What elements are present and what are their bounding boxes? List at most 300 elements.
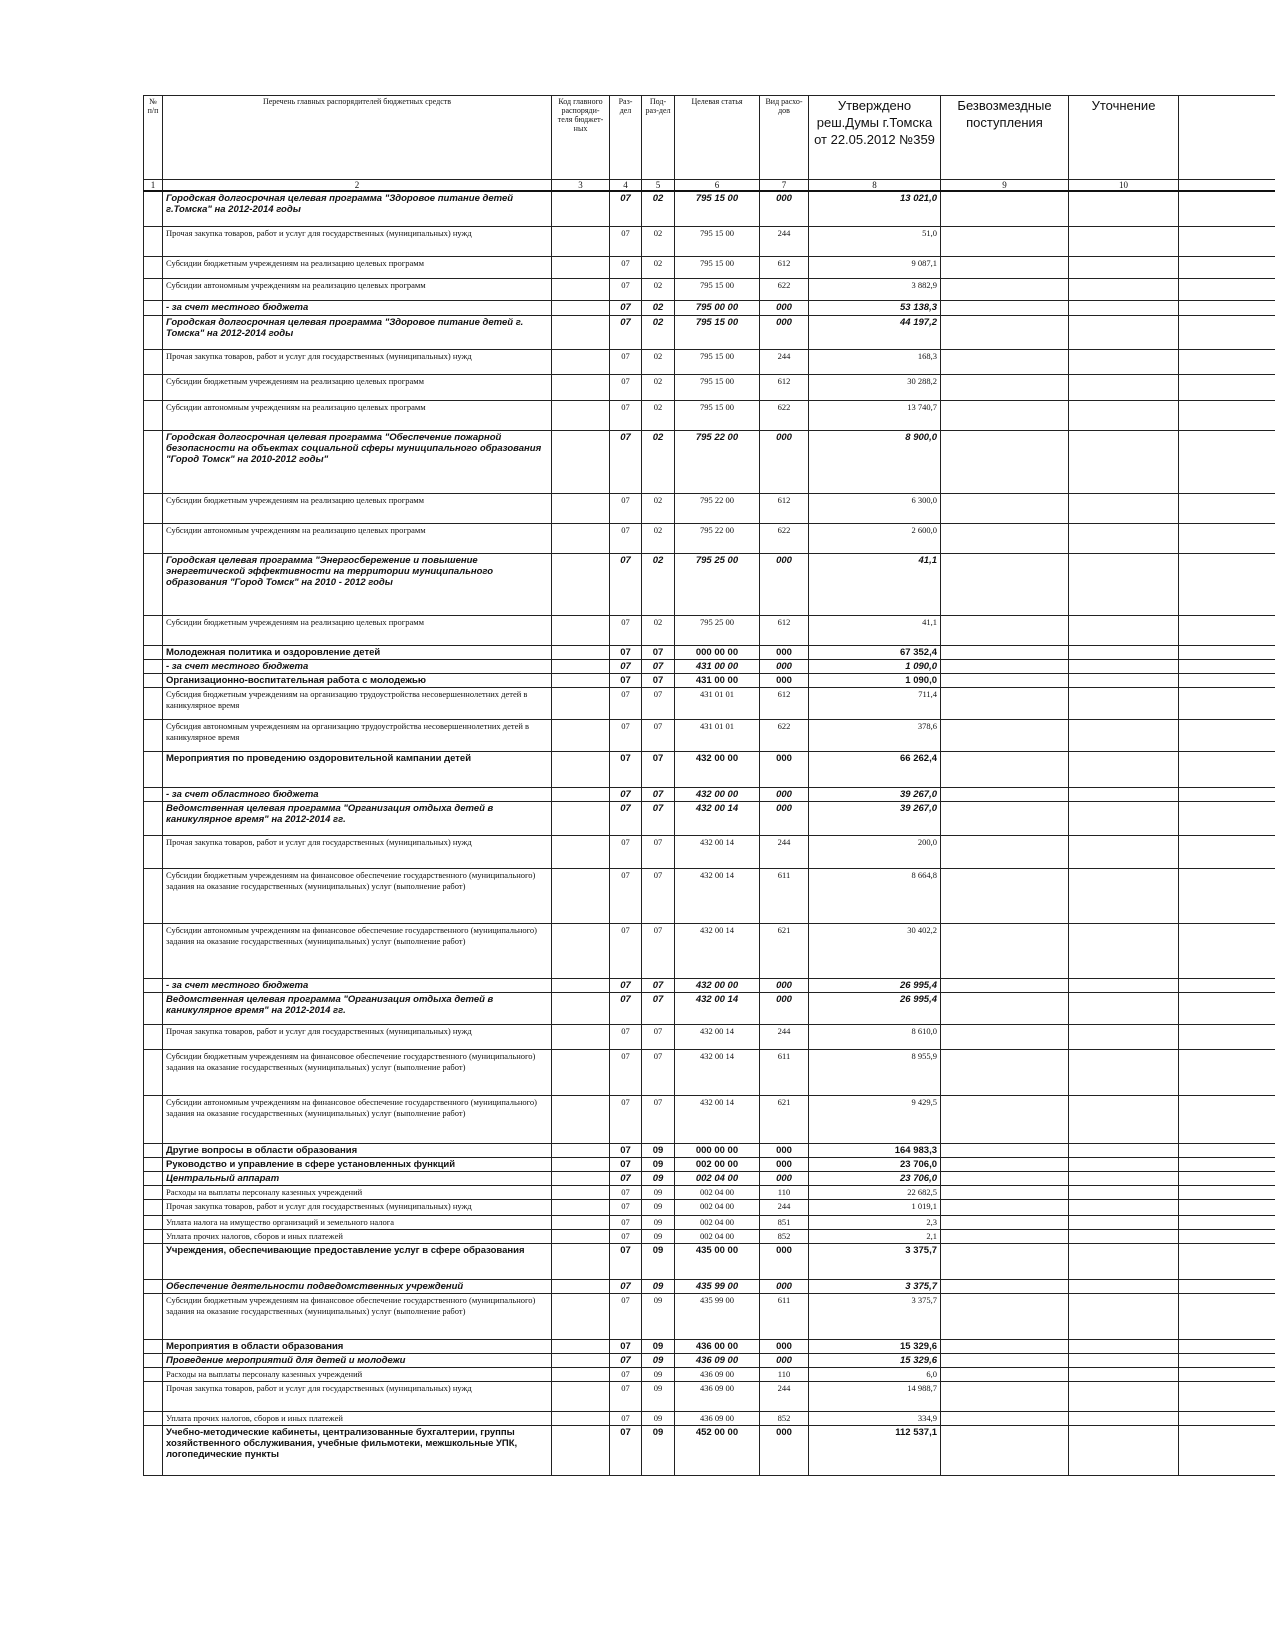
row-name: Мероприятия по проведению оздоровительной кампании детей: [163, 751, 552, 787]
row-podrazdel: 07: [642, 992, 675, 1024]
row-free-receipts: [941, 992, 1069, 1024]
row-extra: [1179, 226, 1275, 256]
row-extra: [1179, 1339, 1275, 1353]
row-name: Субсидии бюджетным учреждениям на финансовое обеспечение государственного (муниципального) задания на оказание государственных (муниципальных) услуг (выполнение работ): [163, 868, 552, 923]
row-num-cell: [144, 1095, 163, 1143]
row-num-cell: [144, 787, 163, 801]
row-podrazdel: 07: [642, 923, 675, 978]
table-row: [144, 923, 1275, 978]
row-free-receipts: [941, 751, 1069, 787]
row-podrazdel: 09: [642, 1381, 675, 1411]
row-approved-value: 30 402,2: [809, 923, 941, 978]
row-approved-value: 8 900,0: [809, 430, 941, 493]
row-num-cell: [144, 278, 163, 300]
row-clarification: [1069, 1049, 1179, 1095]
header-podrazdel: Под-раз-дел: [642, 96, 675, 180]
row-free-receipts: [941, 673, 1069, 687]
row-num-cell: [144, 1143, 163, 1157]
row-extra: [1179, 1143, 1275, 1157]
row-expense-type: 000: [760, 1339, 809, 1353]
table-row: [144, 1381, 1275, 1411]
row-razdel: 07: [610, 1229, 642, 1243]
row-num-cell: [144, 374, 163, 400]
row-code-cell: [552, 1229, 610, 1243]
row-num-cell: [144, 801, 163, 835]
row-free-receipts: [941, 978, 1069, 992]
row-razdel: 07: [610, 1024, 642, 1049]
row-name: - за счет местного бюджета: [163, 978, 552, 992]
row-free-receipts: [941, 400, 1069, 430]
row-expense-type: 244: [760, 349, 809, 374]
table-row: [144, 523, 1275, 553]
row-clarification: [1069, 400, 1179, 430]
row-free-receipts: [941, 687, 1069, 719]
row-approved-value: 41,1: [809, 615, 941, 645]
row-name: Субсидии бюджетным учреждениям на реализацию целевых программ: [163, 615, 552, 645]
row-code-cell: [552, 256, 610, 278]
row-approved-value: 9 087,1: [809, 256, 941, 278]
row-free-receipts: [941, 1199, 1069, 1215]
table-row: [144, 751, 1275, 787]
row-razdel: 07: [610, 374, 642, 400]
row-clarification: [1069, 673, 1179, 687]
row-name: Прочая закупка товаров, работ и услуг для государственных (муниципальных) нужд: [163, 349, 552, 374]
row-expense-type: 611: [760, 868, 809, 923]
row-razdel: 07: [610, 659, 642, 673]
row-approved-value: 6,0: [809, 1367, 941, 1381]
row-target-item: 436 09 00: [675, 1367, 760, 1381]
row-num-cell: [144, 1367, 163, 1381]
row-free-receipts: [941, 315, 1069, 349]
row-extra: [1179, 1171, 1275, 1185]
row-expense-type: 244: [760, 226, 809, 256]
row-name: Прочая закупка товаров, работ и услуг для государственных (муниципальных) нужд: [163, 1199, 552, 1215]
row-clarification: [1069, 1199, 1179, 1215]
row-free-receipts: [941, 300, 1069, 315]
row-free-receipts: [941, 1425, 1069, 1475]
row-num-cell: [144, 1215, 163, 1229]
header-approved: Утверждено реш.Думы г.Томска от 22.05.2012 №359: [809, 96, 941, 180]
row-clarification: [1069, 751, 1179, 787]
row-razdel: 07: [610, 349, 642, 374]
row-num-cell: [144, 1425, 163, 1475]
row-podrazdel: 07: [642, 659, 675, 673]
row-name: Центральный аппарат: [163, 1171, 552, 1185]
table-row: [144, 1157, 1275, 1171]
table-row: [144, 430, 1275, 493]
row-free-receipts: [941, 374, 1069, 400]
row-target-item: 435 00 00: [675, 1243, 760, 1279]
table-row: [144, 1279, 1275, 1293]
row-razdel: 07: [610, 1049, 642, 1095]
row-approved-value: 8 610,0: [809, 1024, 941, 1049]
row-clarification: [1069, 226, 1179, 256]
row-extra: [1179, 493, 1275, 523]
row-code-cell: [552, 787, 610, 801]
row-clarification: [1069, 315, 1179, 349]
row-podrazdel: 09: [642, 1157, 675, 1171]
row-expense-type: 000: [760, 1279, 809, 1293]
row-podrazdel: 09: [642, 1279, 675, 1293]
row-clarification: [1069, 1293, 1179, 1339]
row-name: Субсидии автономным учреждениям на реализацию целевых программ: [163, 400, 552, 430]
row-podrazdel: 02: [642, 374, 675, 400]
row-extra: [1179, 1243, 1275, 1279]
row-podrazdel: 02: [642, 256, 675, 278]
row-target-item: 435 99 00: [675, 1293, 760, 1339]
row-free-receipts: [941, 349, 1069, 374]
row-clarification: [1069, 659, 1179, 673]
row-target-item: 435 99 00: [675, 1279, 760, 1293]
table-row: [144, 1215, 1275, 1229]
row-target-item: 432 00 00: [675, 751, 760, 787]
row-clarification: [1069, 1215, 1179, 1229]
row-free-receipts: [941, 256, 1069, 278]
row-free-receipts: [941, 1143, 1069, 1157]
row-podrazdel: 02: [642, 523, 675, 553]
row-code-cell: [552, 1157, 610, 1171]
row-expense-type: 612: [760, 615, 809, 645]
row-expense-type: 000: [760, 1143, 809, 1157]
table-row: [144, 1185, 1275, 1199]
table-row: [144, 835, 1275, 868]
row-razdel: 07: [610, 1215, 642, 1229]
row-approved-value: 14 988,7: [809, 1381, 941, 1411]
row-razdel: 07: [610, 300, 642, 315]
row-clarification: [1069, 256, 1179, 278]
row-expense-type: 612: [760, 374, 809, 400]
row-target-item: 795 15 00: [675, 400, 760, 430]
row-clarification: [1069, 1185, 1179, 1199]
row-clarification: [1069, 978, 1179, 992]
colnum: 3: [552, 180, 610, 192]
row-razdel: 07: [610, 553, 642, 615]
row-name: Субсидии бюджетным учреждениям на реализацию целевых программ: [163, 374, 552, 400]
row-target-item: 002 00 00: [675, 1157, 760, 1171]
table-row: [144, 1339, 1275, 1353]
row-code-cell: [552, 1143, 610, 1157]
row-target-item: 795 15 00: [675, 278, 760, 300]
row-extra: [1179, 374, 1275, 400]
row-free-receipts: [941, 1293, 1069, 1339]
row-podrazdel: 07: [642, 1095, 675, 1143]
row-name: Уплата налога на имущество организаций и земельного налога: [163, 1215, 552, 1229]
row-target-item: 795 15 00: [675, 256, 760, 278]
row-expense-type: 611: [760, 1049, 809, 1095]
row-target-item: 436 09 00: [675, 1381, 760, 1411]
row-extra: [1179, 1279, 1275, 1293]
row-extra: [1179, 1229, 1275, 1243]
row-name: Обеспечение деятельности подведомственных учреждений: [163, 1279, 552, 1293]
header-name: Перечень главных распорядителей бюджетных средств: [163, 96, 552, 180]
row-name: Другие вопросы в области образования: [163, 1143, 552, 1157]
table-row: [144, 1243, 1275, 1279]
row-expense-type: 110: [760, 1185, 809, 1199]
row-approved-value: 168,3: [809, 349, 941, 374]
row-code-cell: [552, 1024, 610, 1049]
table-row: [144, 645, 1275, 659]
row-free-receipts: [941, 553, 1069, 615]
row-extra: [1179, 1185, 1275, 1199]
row-expense-type: 000: [760, 1425, 809, 1475]
row-num-cell: [144, 1024, 163, 1049]
table-row: [144, 226, 1275, 256]
row-name: Городская долгосрочная целевая программа "Обеспечение пожарной безопасности на объектах социальной сферы муниципального образования "Город Томск" на 2010-2012 годы": [163, 430, 552, 493]
row-target-item: 432 00 00: [675, 787, 760, 801]
table-row: [144, 1293, 1275, 1339]
row-num-cell: [144, 1185, 163, 1199]
header-num: № п/п: [144, 96, 163, 180]
row-target-item: 795 25 00: [675, 553, 760, 615]
row-extra: [1179, 1095, 1275, 1143]
row-free-receipts: [941, 1411, 1069, 1425]
row-clarification: [1069, 1143, 1179, 1157]
row-podrazdel: 07: [642, 978, 675, 992]
row-free-receipts: [941, 278, 1069, 300]
row-extra: [1179, 1024, 1275, 1049]
row-extra: [1179, 1157, 1275, 1171]
row-approved-value: 378,6: [809, 719, 941, 751]
row-razdel: 07: [610, 523, 642, 553]
row-extra: [1179, 278, 1275, 300]
row-code-cell: [552, 719, 610, 751]
table-row: [144, 615, 1275, 645]
row-target-item: 795 22 00: [675, 430, 760, 493]
row-code-cell: [552, 1199, 610, 1215]
row-razdel: 07: [610, 278, 642, 300]
row-name: Субсидия бюджетным учреждениям на организацию трудоустройства несовершеннолетних детей в каникулярное время: [163, 687, 552, 719]
colnum: 7: [760, 180, 809, 192]
row-podrazdel: 07: [642, 835, 675, 868]
row-free-receipts: [941, 801, 1069, 835]
row-approved-value: 39 267,0: [809, 801, 941, 835]
row-podrazdel: 07: [642, 868, 675, 923]
row-expense-type: 244: [760, 1024, 809, 1049]
row-target-item: 432 00 00: [675, 978, 760, 992]
row-expense-type: 000: [760, 1157, 809, 1171]
row-free-receipts: [941, 191, 1069, 226]
row-podrazdel: 07: [642, 1024, 675, 1049]
row-expense-type: 000: [760, 992, 809, 1024]
row-target-item: 002 04 00: [675, 1171, 760, 1185]
row-approved-value: 15 329,6: [809, 1339, 941, 1353]
row-razdel: 07: [610, 978, 642, 992]
table-row: [144, 493, 1275, 523]
row-extra: [1179, 523, 1275, 553]
row-code-cell: [552, 1353, 610, 1367]
table-body: [144, 191, 1275, 1475]
row-podrazdel: 02: [642, 349, 675, 374]
row-expense-type: 612: [760, 687, 809, 719]
row-approved-value: 8 664,8: [809, 868, 941, 923]
row-code-cell: [552, 868, 610, 923]
row-num-cell: [144, 226, 163, 256]
row-expense-type: 000: [760, 659, 809, 673]
row-razdel: 07: [610, 1411, 642, 1425]
row-expense-type: 851: [760, 1215, 809, 1229]
table-row: [144, 256, 1275, 278]
row-target-item: 432 00 14: [675, 835, 760, 868]
row-code-cell: [552, 1049, 610, 1095]
row-approved-value: 3 375,7: [809, 1293, 941, 1339]
table-row: [144, 553, 1275, 615]
row-code-cell: [552, 493, 610, 523]
row-code-cell: [552, 226, 610, 256]
row-free-receipts: [941, 1339, 1069, 1353]
row-free-receipts: [941, 719, 1069, 751]
row-podrazdel: 09: [642, 1199, 675, 1215]
row-target-item: 436 00 00: [675, 1339, 760, 1353]
row-num-cell: [144, 349, 163, 374]
row-extra: [1179, 1367, 1275, 1381]
row-target-item: 795 25 00: [675, 615, 760, 645]
row-target-item: 795 15 00: [675, 315, 760, 349]
row-approved-value: 39 267,0: [809, 787, 941, 801]
row-approved-value: 3 882,9: [809, 278, 941, 300]
row-target-item: 431 00 00: [675, 673, 760, 687]
row-extra: [1179, 615, 1275, 645]
row-extra: [1179, 1049, 1275, 1095]
row-num-cell: [144, 1353, 163, 1367]
row-clarification: [1069, 1411, 1179, 1425]
row-code-cell: [552, 615, 610, 645]
row-expense-type: 622: [760, 400, 809, 430]
row-code-cell: [552, 278, 610, 300]
row-approved-value: 23 706,0: [809, 1157, 941, 1171]
row-podrazdel: 02: [642, 430, 675, 493]
row-clarification: [1069, 493, 1179, 523]
row-free-receipts: [941, 1367, 1069, 1381]
row-razdel: 07: [610, 751, 642, 787]
row-target-item: 431 01 01: [675, 719, 760, 751]
row-clarification: [1069, 1229, 1179, 1243]
row-num-cell: [144, 1199, 163, 1215]
row-extra: [1179, 801, 1275, 835]
row-razdel: 07: [610, 719, 642, 751]
row-expense-type: 612: [760, 493, 809, 523]
row-podrazdel: 09: [642, 1411, 675, 1425]
row-num-cell: [144, 1279, 163, 1293]
table-row: [144, 278, 1275, 300]
row-num-cell: [144, 687, 163, 719]
row-expense-type: 000: [760, 673, 809, 687]
row-clarification: [1069, 1243, 1179, 1279]
row-free-receipts: [941, 1229, 1069, 1243]
row-free-receipts: [941, 430, 1069, 493]
row-num-cell: [144, 300, 163, 315]
row-podrazdel: 07: [642, 687, 675, 719]
row-name: Прочая закупка товаров, работ и услуг для государственных (муниципальных) нужд: [163, 835, 552, 868]
table-row: [144, 1143, 1275, 1157]
row-name: Прочая закупка товаров, работ и услуг для государственных (муниципальных) нужд: [163, 226, 552, 256]
row-target-item: 002 04 00: [675, 1199, 760, 1215]
row-razdel: 07: [610, 687, 642, 719]
row-target-item: 432 00 14: [675, 992, 760, 1024]
row-num-cell: [144, 1229, 163, 1243]
colnum: 9: [941, 180, 1069, 192]
row-extra: [1179, 300, 1275, 315]
row-razdel: 07: [610, 1185, 642, 1199]
header-row: [144, 96, 1275, 180]
row-approved-value: 51,0: [809, 226, 941, 256]
row-approved-value: 8 955,9: [809, 1049, 941, 1095]
row-expense-type: 000: [760, 751, 809, 787]
row-razdel: 07: [610, 835, 642, 868]
row-extra: [1179, 430, 1275, 493]
row-num-cell: [144, 256, 163, 278]
row-extra: [1179, 835, 1275, 868]
row-approved-value: 9 429,5: [809, 1095, 941, 1143]
row-num-cell: [144, 1157, 163, 1171]
table-row: [144, 1411, 1275, 1425]
row-code-cell: [552, 835, 610, 868]
row-razdel: 07: [610, 1095, 642, 1143]
row-podrazdel: 07: [642, 719, 675, 751]
row-podrazdel: 02: [642, 493, 675, 523]
row-code-cell: [552, 1185, 610, 1199]
table-row: [144, 1171, 1275, 1185]
row-code-cell: [552, 400, 610, 430]
row-clarification: [1069, 278, 1179, 300]
row-razdel: 07: [610, 493, 642, 523]
row-extra: [1179, 1215, 1275, 1229]
row-razdel: 07: [610, 1171, 642, 1185]
row-clarification: [1069, 349, 1179, 374]
row-clarification: [1069, 1171, 1179, 1185]
table-row: [144, 673, 1275, 687]
row-target-item: 002 04 00: [675, 1215, 760, 1229]
row-approved-value: 53 138,3: [809, 300, 941, 315]
row-razdel: 07: [610, 645, 642, 659]
row-expense-type: 622: [760, 523, 809, 553]
row-podrazdel: 02: [642, 553, 675, 615]
row-expense-type: 000: [760, 1243, 809, 1279]
row-target-item: 432 00 14: [675, 1049, 760, 1095]
row-code-cell: [552, 1279, 610, 1293]
row-code-cell: [552, 1367, 610, 1381]
row-clarification: [1069, 191, 1179, 226]
row-target-item: 795 22 00: [675, 523, 760, 553]
table-row: [144, 868, 1275, 923]
colnum: 4: [610, 180, 642, 192]
row-approved-value: 2 600,0: [809, 523, 941, 553]
row-razdel: 07: [610, 923, 642, 978]
row-expense-type: 852: [760, 1229, 809, 1243]
row-extra: [1179, 673, 1275, 687]
row-target-item: 431 00 00: [675, 659, 760, 673]
row-code-cell: [552, 315, 610, 349]
row-num-cell: [144, 1411, 163, 1425]
row-podrazdel: 09: [642, 1367, 675, 1381]
row-extra: [1179, 645, 1275, 659]
table-row: [144, 1367, 1275, 1381]
table-row: [144, 400, 1275, 430]
row-name: Руководство и управление в сфере установленных функций: [163, 1157, 552, 1171]
row-num-cell: [144, 493, 163, 523]
row-razdel: 07: [610, 315, 642, 349]
row-expense-type: 000: [760, 553, 809, 615]
row-extra: [1179, 1425, 1275, 1475]
row-num-cell: [144, 1171, 163, 1185]
row-clarification: [1069, 615, 1179, 645]
row-free-receipts: [941, 1381, 1069, 1411]
row-free-receipts: [941, 645, 1069, 659]
row-name: Мероприятия в области образования: [163, 1339, 552, 1353]
row-num-cell: [144, 923, 163, 978]
row-free-receipts: [941, 615, 1069, 645]
row-code-cell: [552, 992, 610, 1024]
row-clarification: [1069, 374, 1179, 400]
